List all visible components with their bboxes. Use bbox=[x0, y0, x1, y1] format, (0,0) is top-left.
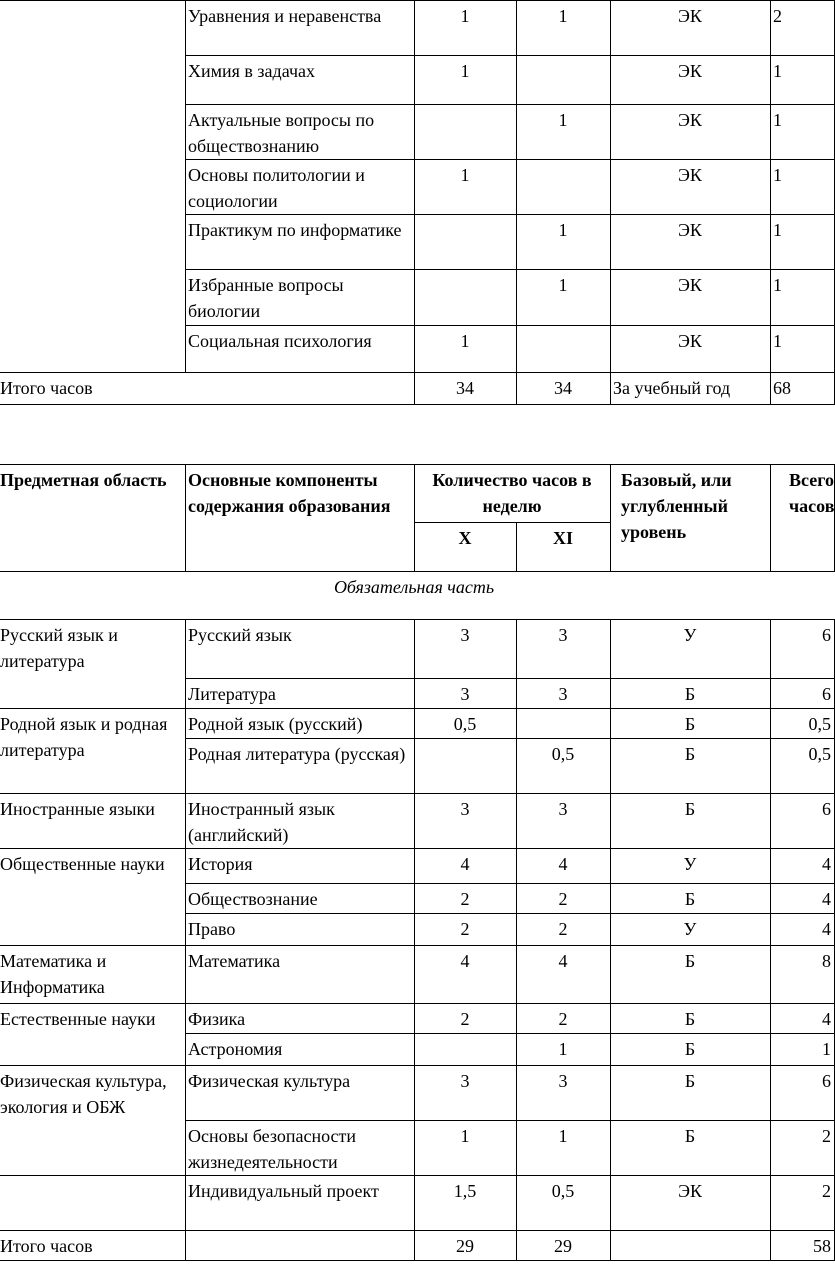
level-cell: Б bbox=[611, 794, 771, 849]
area-cell: Общественные науки bbox=[0, 849, 186, 946]
total-cell: 2 bbox=[771, 1, 835, 56]
total-cell: 1 bbox=[771, 215, 835, 270]
hours-x-cell: 2 bbox=[415, 884, 517, 914]
total-cell: 0,5 bbox=[771, 709, 835, 739]
section-row bbox=[0, 572, 835, 620]
hours-x-cell bbox=[415, 270, 517, 325]
hours-xi-cell bbox=[517, 160, 611, 215]
total-cell: 4 bbox=[771, 849, 835, 884]
hours-xi-cell: 0,5 bbox=[517, 1176, 611, 1231]
table-row bbox=[0, 1066, 835, 1121]
header-area: Предметная область bbox=[0, 465, 186, 572]
area-cell: Естественные науки bbox=[0, 1004, 186, 1066]
subject-cell: Уравнения и неравенства bbox=[186, 1, 415, 56]
header-hours: Количество часов в неделю bbox=[415, 465, 611, 523]
level-cell: ЭК bbox=[611, 105, 771, 160]
total-row bbox=[0, 1231, 835, 1261]
area-cell: Иностранные языки bbox=[0, 794, 186, 849]
area-cell bbox=[0, 1176, 186, 1231]
hours-xi-cell: 1 bbox=[517, 1, 611, 56]
area-cell: Физическая культура, экология и ОБЖ bbox=[0, 1066, 186, 1176]
subject-cell: Основы безопасности жизнедеятельности bbox=[186, 1121, 415, 1176]
hours-xi-cell: 3 bbox=[517, 620, 611, 679]
total-level-empty bbox=[611, 1231, 771, 1261]
total-hours: 58 bbox=[771, 1231, 835, 1261]
level-cell: У bbox=[611, 849, 771, 884]
header-total: Всего часов bbox=[771, 465, 835, 572]
hours-x-cell bbox=[415, 105, 517, 160]
total-x: 29 bbox=[415, 1231, 517, 1261]
level-cell: Б bbox=[611, 709, 771, 739]
total-label: Итого часов bbox=[0, 1231, 186, 1261]
total-cell: 1 bbox=[771, 270, 835, 325]
header-x: X bbox=[415, 523, 517, 572]
hours-xi-cell: 3 bbox=[517, 1066, 611, 1121]
total-cell: 6 bbox=[771, 1066, 835, 1121]
total-cell: 6 bbox=[771, 794, 835, 849]
level-cell: ЭК bbox=[611, 1, 771, 56]
level-cell: У bbox=[611, 914, 771, 946]
hours-x-cell: 1 bbox=[415, 325, 517, 372]
total-empty bbox=[186, 1231, 415, 1261]
subject-cell: Актуальные вопросы по обществознанию bbox=[186, 105, 415, 160]
total-x: 34 bbox=[415, 372, 517, 404]
section-title: Обязательная часть bbox=[0, 572, 835, 620]
hours-x-cell: 3 bbox=[415, 679, 517, 709]
hours-x-cell bbox=[415, 215, 517, 270]
hours-x-cell: 2 bbox=[415, 1004, 517, 1034]
hours-x-cell bbox=[415, 739, 517, 794]
hours-xi-cell: 1 bbox=[517, 215, 611, 270]
subject-cell: Социальная психология bbox=[186, 325, 415, 372]
total-cell: 1 bbox=[771, 1034, 835, 1066]
total-row bbox=[0, 372, 835, 404]
hours-x-cell: 1 bbox=[415, 1121, 517, 1176]
area-cell: Родной язык и родная литература bbox=[0, 709, 186, 794]
hours-xi-cell: 1 bbox=[517, 105, 611, 160]
level-cell: ЭК bbox=[611, 270, 771, 325]
total-cell: 4 bbox=[771, 1004, 835, 1034]
subject-cell: Основы политологии и социологии bbox=[186, 160, 415, 215]
hours-xi-cell: 2 bbox=[517, 884, 611, 914]
subject-cell: Физика bbox=[186, 1004, 415, 1034]
hours-xi-cell: 1 bbox=[517, 1121, 611, 1176]
hours-x-cell: 1 bbox=[415, 1, 517, 56]
total-xi: 34 bbox=[517, 372, 611, 404]
level-cell: Б bbox=[611, 1066, 771, 1121]
hours-x-cell bbox=[415, 1034, 517, 1066]
hours-x-cell: 3 bbox=[415, 620, 517, 679]
level-cell: ЭК bbox=[611, 325, 771, 372]
hours-xi-cell: 0,5 bbox=[517, 739, 611, 794]
total-cell: 1 bbox=[771, 105, 835, 160]
subject-cell: Химия в задачах bbox=[186, 56, 415, 105]
total-cell: 4 bbox=[771, 884, 835, 914]
table-row bbox=[0, 849, 835, 884]
hours-xi-cell: 2 bbox=[517, 1004, 611, 1034]
subject-cell: Избранные вопросы биологии bbox=[186, 270, 415, 325]
table-row bbox=[0, 1176, 835, 1231]
hours-x-cell: 3 bbox=[415, 794, 517, 849]
level-cell: Б bbox=[611, 1121, 771, 1176]
elective-hours-table bbox=[0, 0, 835, 405]
hours-xi-cell: 4 bbox=[517, 849, 611, 884]
subject-cell: Литература bbox=[186, 679, 415, 709]
area-cell bbox=[0, 1, 186, 373]
hours-x-cell: 0,5 bbox=[415, 709, 517, 739]
total-xi: 29 bbox=[517, 1231, 611, 1261]
hours-x-cell: 2 bbox=[415, 914, 517, 946]
level-cell: ЭК bbox=[611, 1176, 771, 1231]
level-cell: Б bbox=[611, 1034, 771, 1066]
subject-cell: Русский язык bbox=[186, 620, 415, 679]
table-row bbox=[0, 794, 835, 849]
hours-x-cell: 4 bbox=[415, 946, 517, 1004]
subject-cell: Родная литература (русская) bbox=[186, 739, 415, 794]
subject-cell: Физическая культура bbox=[186, 1066, 415, 1121]
total-cell: 1 bbox=[771, 160, 835, 215]
total-cell: 2 bbox=[771, 1121, 835, 1176]
subject-cell: Иностранный язык (английский) bbox=[186, 794, 415, 849]
table-row bbox=[0, 1, 835, 56]
total-hours: 68 bbox=[771, 372, 835, 404]
hours-x-cell: 4 bbox=[415, 849, 517, 884]
subject-cell: Практикум по информатике bbox=[186, 215, 415, 270]
header-row bbox=[0, 465, 835, 523]
total-cell: 8 bbox=[771, 946, 835, 1004]
total-cell: 2 bbox=[771, 1176, 835, 1231]
hours-x-cell: 1 bbox=[415, 56, 517, 105]
hours-xi-cell bbox=[517, 325, 611, 372]
hours-xi-cell: 4 bbox=[517, 946, 611, 1004]
total-cell: 1 bbox=[771, 325, 835, 372]
subject-cell: Математика bbox=[186, 946, 415, 1004]
hours-x-cell: 1,5 bbox=[415, 1176, 517, 1231]
hours-xi-cell bbox=[517, 709, 611, 739]
area-cell: Русский язык и литература bbox=[0, 620, 186, 709]
area-cell: Математика и Информатика bbox=[0, 946, 186, 1004]
total-period: За учебный год bbox=[611, 372, 771, 404]
level-cell: Б bbox=[611, 946, 771, 1004]
total-cell: 6 bbox=[771, 679, 835, 709]
table-row bbox=[0, 620, 835, 679]
header-xi: XI bbox=[517, 523, 611, 572]
header-components: Основные компоненты содержания образования bbox=[186, 465, 415, 572]
subject-cell: Индивидуальный проект bbox=[186, 1176, 415, 1231]
hours-x-cell: 3 bbox=[415, 1066, 517, 1121]
level-cell: Б bbox=[611, 739, 771, 794]
table-row bbox=[0, 946, 835, 1004]
hours-x-cell: 1 bbox=[415, 160, 517, 215]
header-level: Базовый, или углубленный уровень bbox=[611, 465, 771, 572]
hours-xi-cell: 2 bbox=[517, 914, 611, 946]
total-cell: 4 bbox=[771, 914, 835, 946]
table-row bbox=[0, 709, 835, 739]
hours-xi-cell bbox=[517, 56, 611, 105]
level-cell: Б bbox=[611, 679, 771, 709]
level-cell: Б bbox=[611, 884, 771, 914]
table-row bbox=[0, 1004, 835, 1034]
hours-xi-cell: 3 bbox=[517, 794, 611, 849]
subject-cell: Астрономия bbox=[186, 1034, 415, 1066]
hours-xi-cell: 1 bbox=[517, 1034, 611, 1066]
total-label: Итого часов bbox=[0, 372, 415, 404]
subject-cell: Право bbox=[186, 914, 415, 946]
level-cell: ЭК bbox=[611, 160, 771, 215]
total-cell: 6 bbox=[771, 620, 835, 679]
level-cell: ЭК bbox=[611, 215, 771, 270]
subject-cell: История bbox=[186, 849, 415, 884]
level-cell: У bbox=[611, 620, 771, 679]
subject-cell: Родной язык (русский) bbox=[186, 709, 415, 739]
level-cell: Б bbox=[611, 1004, 771, 1034]
total-cell: 1 bbox=[771, 56, 835, 105]
hours-xi-cell: 1 bbox=[517, 270, 611, 325]
curriculum-table bbox=[0, 464, 835, 1261]
total-cell: 0,5 bbox=[771, 739, 835, 794]
subject-cell: Обществознание bbox=[186, 884, 415, 914]
level-cell: ЭК bbox=[611, 56, 771, 105]
hours-xi-cell: 3 bbox=[517, 679, 611, 709]
